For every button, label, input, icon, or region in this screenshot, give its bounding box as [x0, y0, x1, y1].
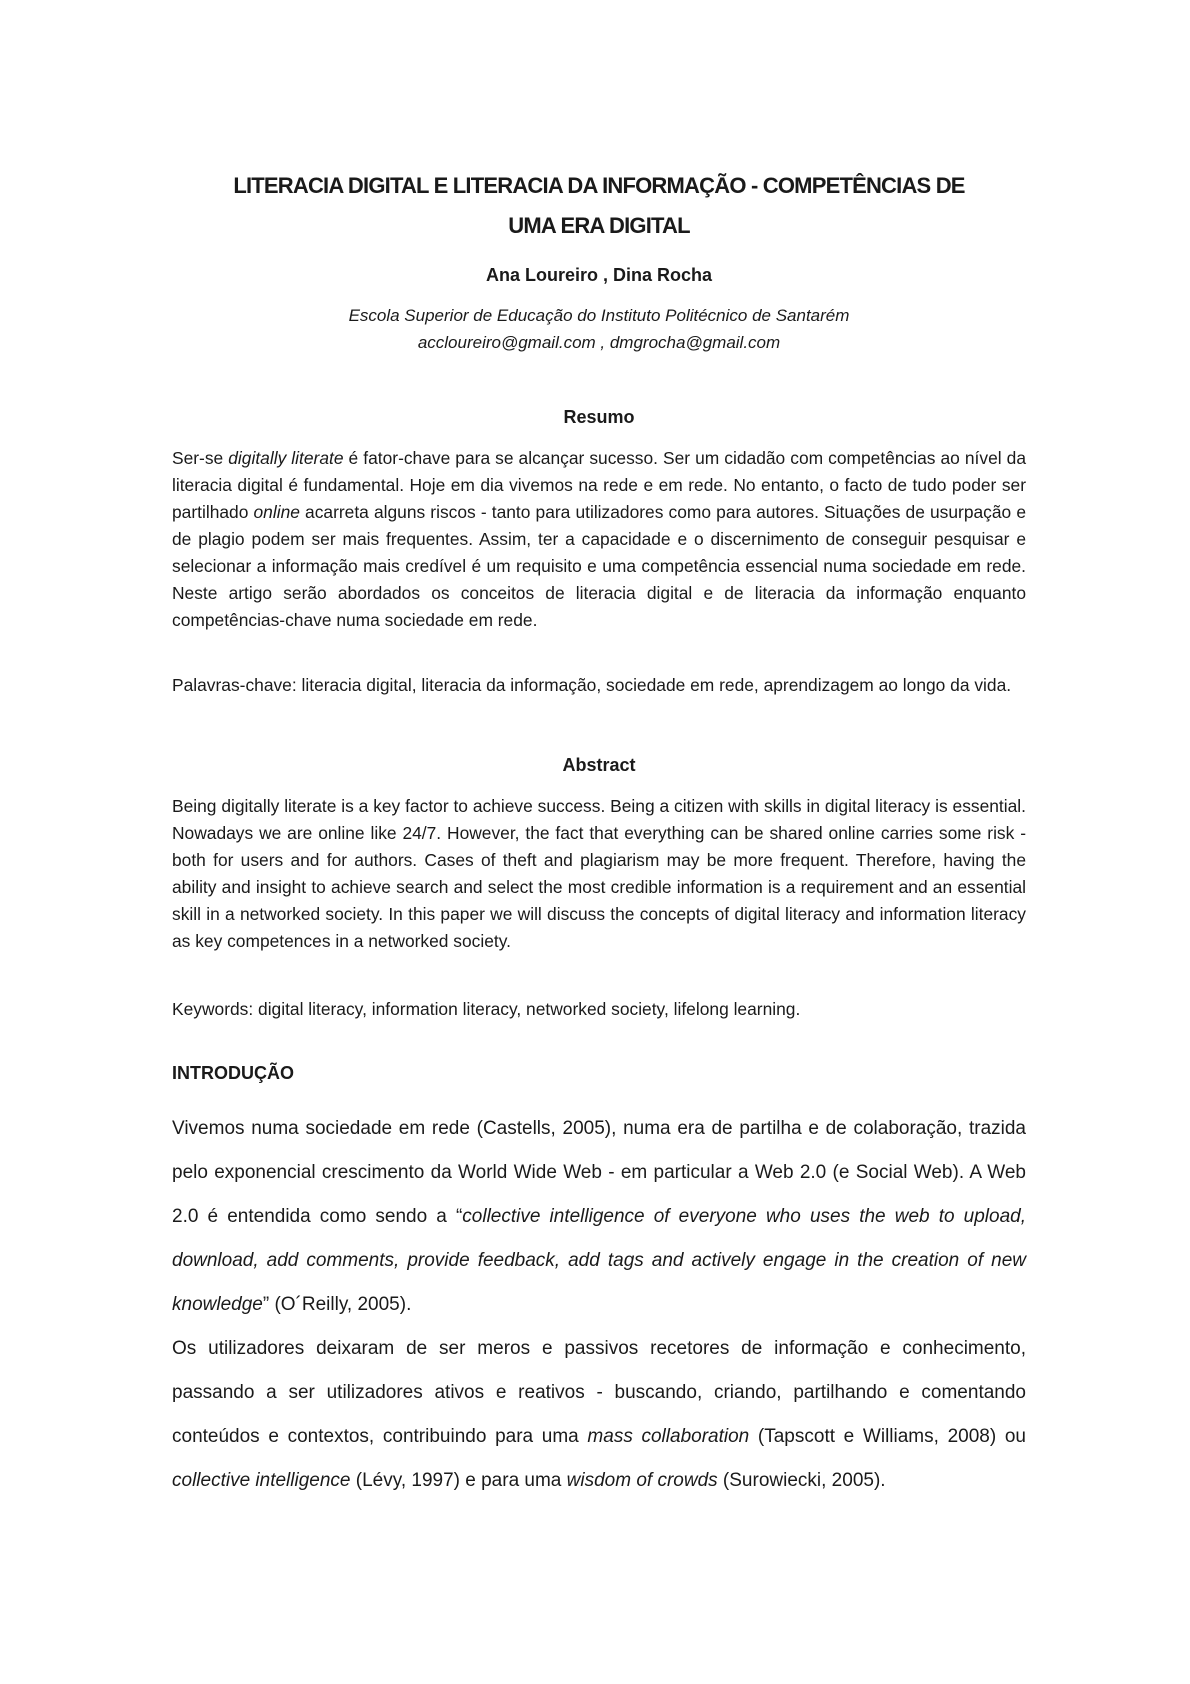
- intro-text: (Lévy, 1997) e para uma: [350, 1470, 567, 1491]
- resumo-text: Ser-se: [172, 448, 229, 468]
- intro-emphasis: wisdom of crowds: [566, 1470, 718, 1491]
- intro-text: Vivemos numa sociedade em rede (Castells, 2005), numa era de partilha e de colaboração, trazida pelo exponencial crescimento da World Wide Web - em particular a Web 2.0 (e Social Web). A Web 2.0 é entendida como sendo a “: [172, 1118, 1026, 1227]
- abstract-heading: Abstract: [562, 755, 636, 775]
- intro-quote: collective intelligence of everyone who uses the web to upload, download, add comments, provide feedback, add tags and actively engage in the creation of new knowledge: [172, 1206, 1026, 1315]
- authors: Ana Loureiro , Dina Rocha: [485, 265, 713, 285]
- introducao-paragraph-2: [172, 1327, 1026, 1503]
- resumo-emphasis: online: [253, 502, 300, 522]
- paper-title: [172, 166, 1026, 246]
- intro-text: (Surowiecki, 2005).: [717, 1470, 886, 1491]
- resumo-paragraph: [172, 445, 1026, 634]
- palavras-chave: Palavras-chave: literacia digital, literacia da informação, sociedade em rede, aprendizagem ao longo da vida.: [172, 675, 1012, 695]
- resumo-heading: Resumo: [563, 407, 635, 427]
- keywords: Keywords: digital literacy, information literacy, networked society, lifelong learning.: [172, 999, 801, 1019]
- introducao-heading: INTRODUÇÃO: [172, 1063, 294, 1083]
- abstract-paragraph: Being digitally literate is a key factor to achieve success. Being a citizen with skills in digital literacy is essential. Nowadays we are online like 24/7. However, the fact that everything can be shared online carries some risk - both for users and for authors. Cases of theft and plagiarism may be more frequent. Therefore, having the ability and insight to achieve search and select the most credible information is a requirement and an essential skill in a networked society. In this paper we will discuss the concepts of digital literacy and information literacy as key competences in a networked society.: [172, 796, 1026, 951]
- author-emails: accloureiro@gmail.com , dmgrocha@gmail.com: [417, 333, 781, 352]
- title-line-1: LITERACIA DIGITAL E LITERACIA DA INFORMAÇÃO - COMPETÊNCIAS DE: [233, 173, 965, 198]
- affiliation: Escola Superior de Educação do Instituto Politécnico de Santarém: [348, 306, 850, 325]
- title-line-2: UMA ERA DIGITAL: [508, 213, 690, 238]
- affiliation-block: [172, 302, 1026, 356]
- resumo-emphasis: digitally literate: [228, 448, 344, 468]
- resumo-text: acarreta alguns riscos - tanto para utilizadores como para autores. Situações de usurpação e de plagio podem ser mais frequentes. Assim, ter a capacidade e o discernimento de conseguir pesquisar e selecionar a informação mais credível é um requisito e uma competência essencial numa sociedade em rede. Neste artigo serão abordados os conceitos de literacia digital e de literacia da informação enquanto competências-chave numa sociedade em rede.: [172, 502, 1026, 630]
- intro-text: ” (O´Reilly, 2005).: [262, 1294, 412, 1315]
- introducao-paragraph-1: [172, 1107, 1026, 1327]
- intro-emphasis: mass collaboration: [587, 1426, 750, 1447]
- resumo-text: é fator-chave para se alcançar sucesso. Ser um cidadão com competências ao nível da literacia digital é fundamental. Hoje em dia vivemos na rede e em rede. No entanto, o facto de tudo poder ser partilhado: [172, 448, 1027, 522]
- intro-emphasis: collective intelligence: [172, 1470, 351, 1491]
- intro-text: (Tapscott e Williams, 2008) ou: [749, 1426, 1026, 1447]
- intro-text: Os utilizadores deixaram de ser meros e passivos recetores de informação e conhecimento, passando a ser utilizadores ativos e reativos - buscando, criando, partilhando e comentando conteúdos e contextos, contribuindo para uma: [172, 1338, 1026, 1447]
